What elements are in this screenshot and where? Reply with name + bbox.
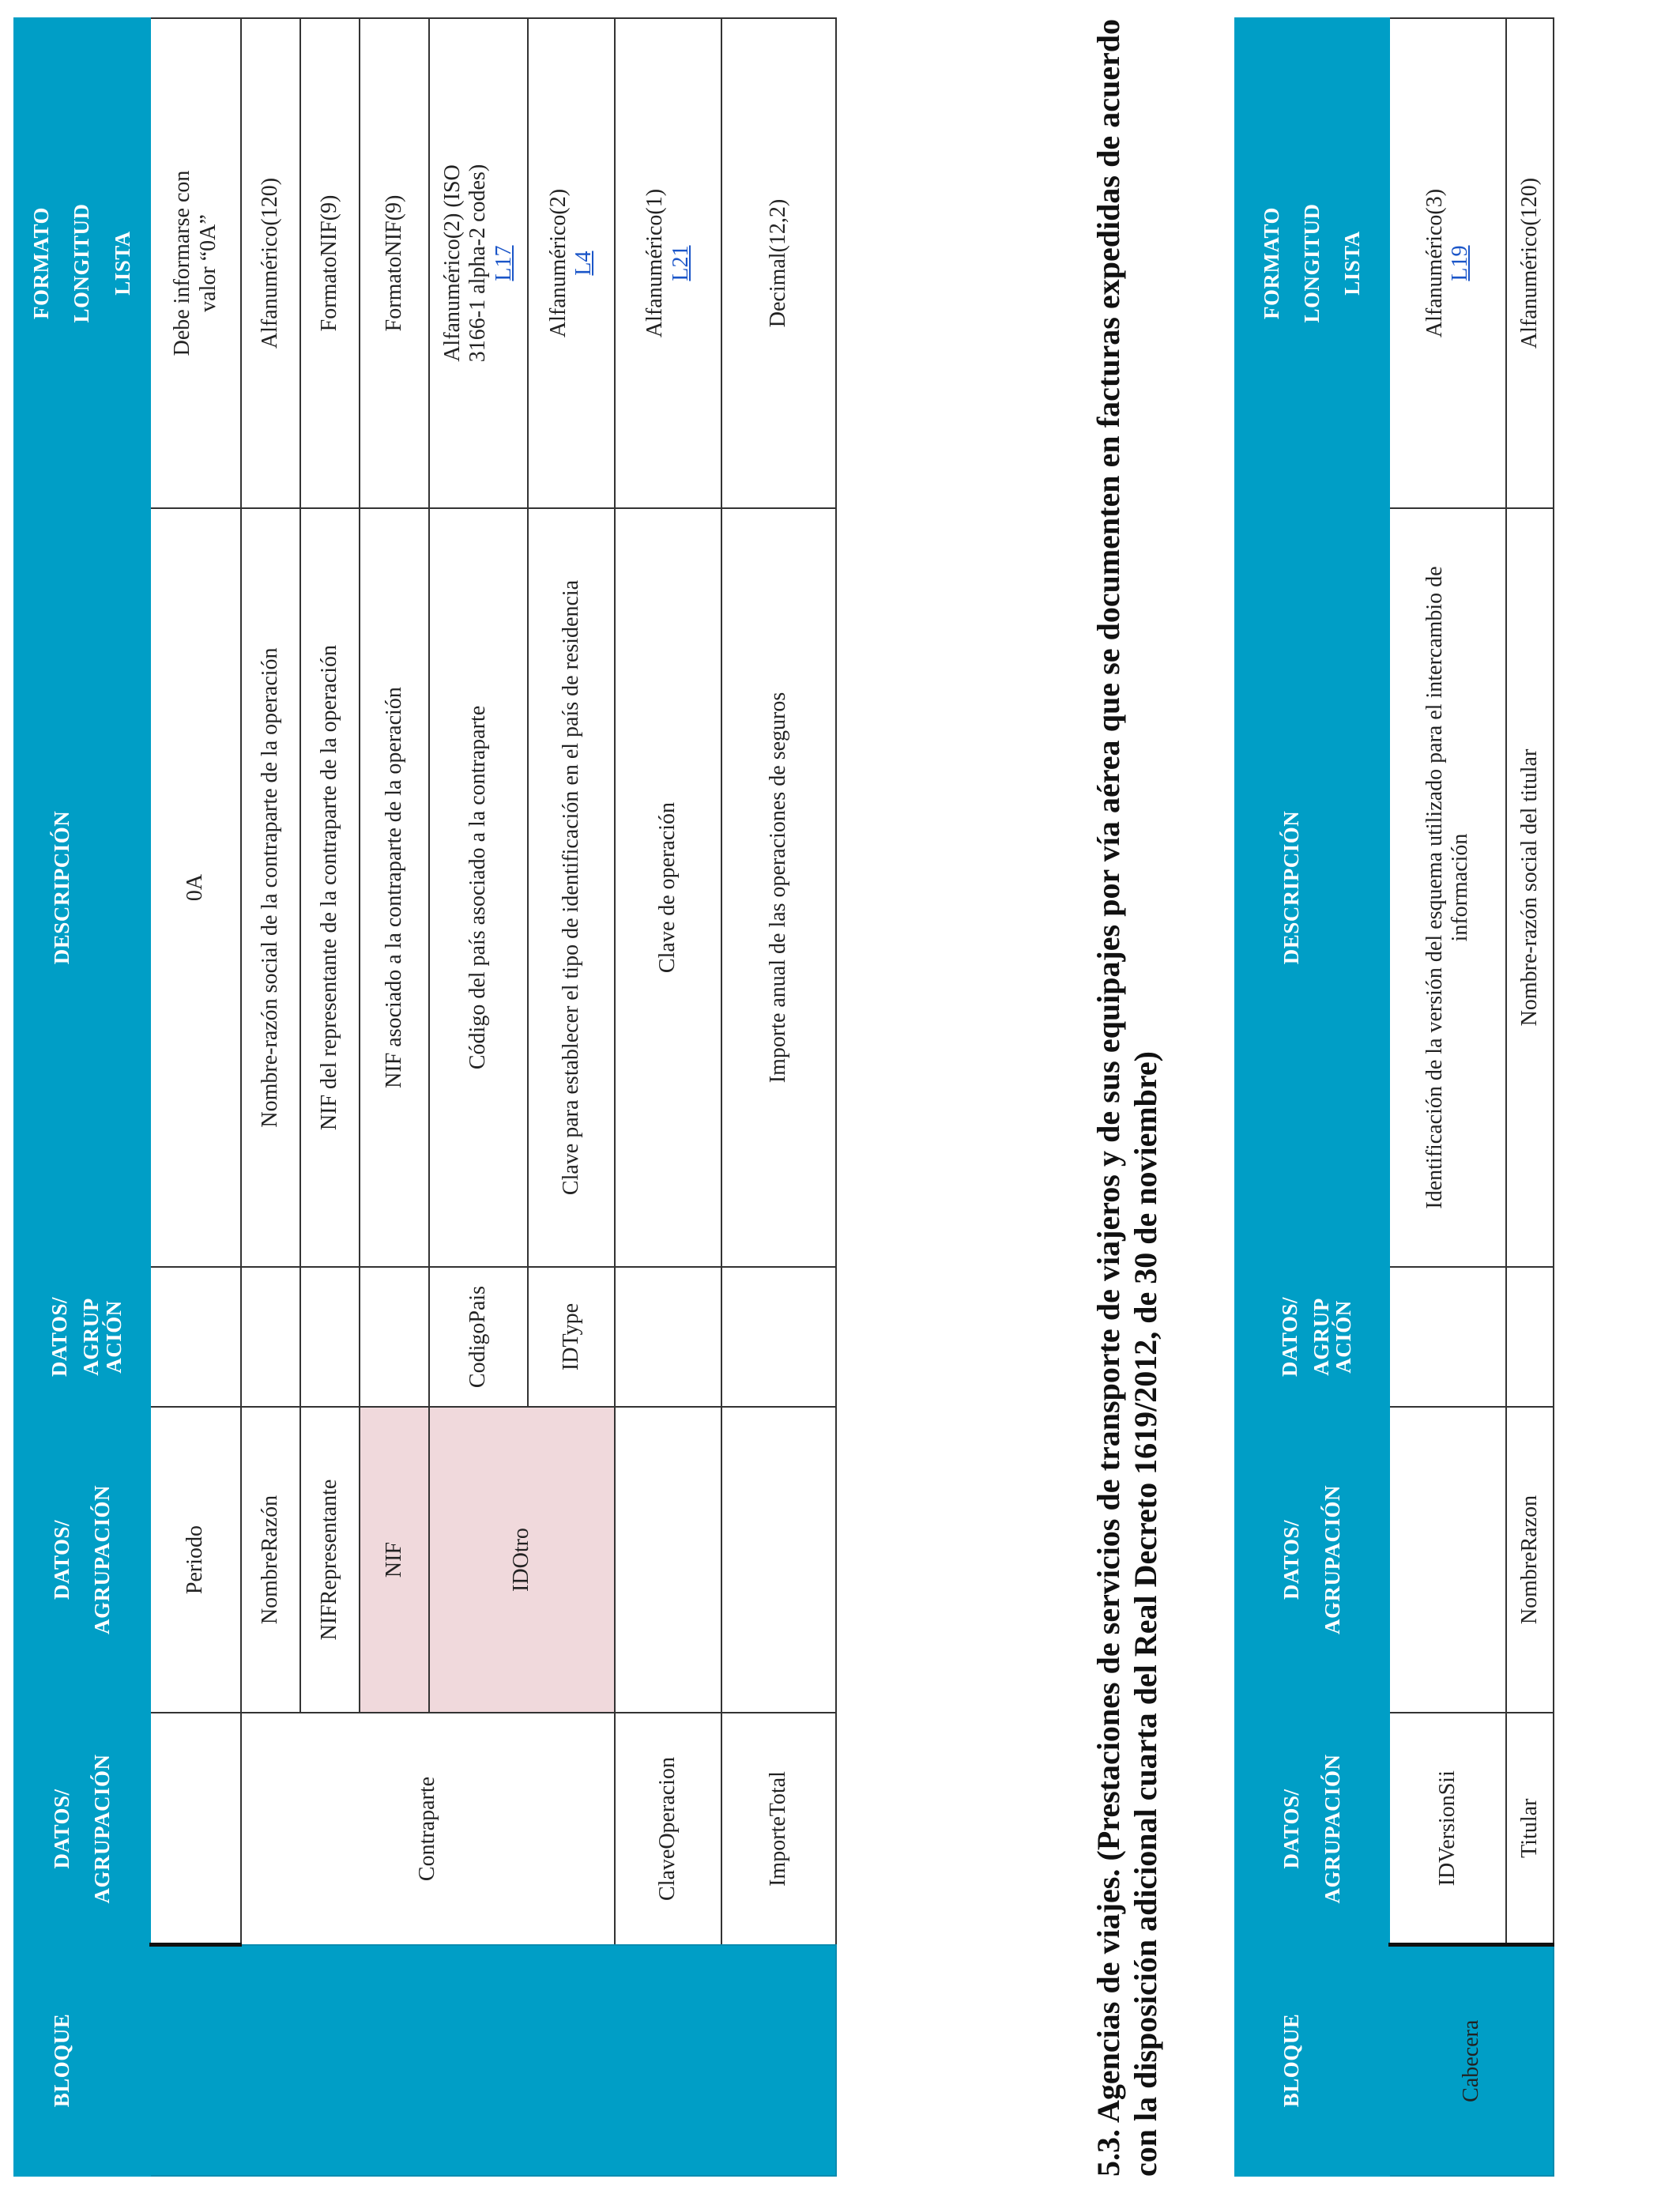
header-bloque: BLOQUE [14, 1945, 150, 2176]
bloque-cabecera: Cabecera [1389, 1945, 1554, 2176]
header-formato: FORMATO LONGITUD LISTA [1235, 18, 1389, 508]
table-header-row [1235, 18, 1389, 2176]
header-datos-agrupacion-2: DATOS/ AGRUPACIÓN [1235, 1407, 1389, 1713]
table-row [150, 18, 241, 2176]
header-formato: FORMATO LONGITUD LISTA [14, 18, 150, 508]
desc-nif-representante: NIF del representante de la contraparte de la operación [300, 508, 360, 1267]
format-nombre-razon: Alfanumérico(120) [241, 18, 300, 508]
format-importe-total: Decimal(12,2) [721, 18, 836, 508]
field-nombre-razon-titular: NombreRazon [1506, 1407, 1554, 1713]
table-row [721, 18, 836, 2176]
field-clave-operacion: ClaveOperacion [615, 1713, 721, 1945]
field-contraparte: Contraparte [241, 1713, 615, 1945]
desc-idtype: Clave para establecer el tipo de identificación en el país de residencia [528, 508, 615, 1267]
format-periodo: Debe informarse con valor “0A” [150, 18, 241, 508]
header-datos-agrup: DATOS/ AGRUP ACIÓN [1235, 1267, 1389, 1407]
data-table-1 [13, 17, 837, 2177]
table-row [615, 18, 721, 2176]
header-datos-agrup: DATOS/ AGRUP ACIÓN [14, 1267, 150, 1407]
empty-cell [150, 1713, 241, 1945]
empty-cell [1506, 1267, 1554, 1407]
empty-cell [721, 1407, 836, 1713]
header-bloque: BLOQUE [1235, 1945, 1389, 2176]
format-idversion: Alfanumérico(3) L19 [1389, 18, 1506, 508]
format-clave-operacion: Alfanumérico(1) L21 [615, 18, 721, 508]
header-descripcion: DESCRIPCIÓN [14, 508, 150, 1267]
format-nif: FormatoNIF(9) [360, 18, 429, 508]
format-codigo-pais: Alfanumérico(2) (ISO 3166-1 alpha-2 codes) L17 [429, 18, 528, 508]
link-l21[interactable]: L21 [668, 245, 693, 281]
field-titular: Titular [1506, 1713, 1554, 1945]
table-row [1389, 18, 1506, 2176]
table-row [1506, 18, 1554, 2176]
empty-cell [300, 1267, 360, 1407]
link-l17[interactable]: L17 [491, 245, 516, 281]
header-descripcion: DESCRIPCIÓN [1235, 508, 1389, 1267]
field-importe-total: ImporteTotal [721, 1713, 836, 1945]
format-nif-representante: FormatoNIF(9) [300, 18, 360, 508]
empty-cell [615, 1267, 721, 1407]
field-nif: NIF [360, 1407, 429, 1713]
field-codigo-pais: CodigoPais [429, 1267, 528, 1407]
field-idtype: IDType [528, 1267, 615, 1407]
desc-nif: NIF asociado a la contraparte de la operación [360, 508, 429, 1267]
data-table-2 [1234, 17, 1554, 2177]
link-l4[interactable]: L4 [571, 251, 596, 276]
field-idversion: IDVersionSii [1389, 1713, 1506, 1945]
format-idtype: Alfanumérico(2) L4 [528, 18, 615, 508]
desc-idversion: Identificación de la versión del esquema utilizado para el intercambio de información [1389, 508, 1506, 1267]
bloque-cell [150, 1945, 836, 2176]
desc-importe-total: Importe anual de las operaciones de seguros [721, 508, 836, 1267]
empty-cell [150, 1267, 241, 1407]
empty-cell [360, 1267, 429, 1407]
field-idotro: IDOtro [429, 1407, 615, 1713]
desc-clave-operacion: Clave de operación [615, 508, 721, 1267]
empty-cell [721, 1267, 836, 1407]
desc-periodo: 0A [150, 508, 241, 1267]
header-datos-agrupacion: DATOS/ AGRUPACIÓN [14, 1713, 150, 1945]
format-titular: Alfanumérico(120) [1506, 18, 1554, 508]
desc-codigo-pais: Código del país asociado a la contraparte [429, 508, 528, 1267]
desc-nombre-razon: Nombre-razón social de la contraparte de la operación [241, 508, 300, 1267]
empty-cell [1389, 1407, 1506, 1713]
header-datos-agrupacion: DATOS/ AGRUPACIÓN [1235, 1713, 1389, 1945]
header-datos-agrupacion-2: DATOS/ AGRUPACIÓN [14, 1407, 150, 1713]
field-nombre-razon: NombreRazón [241, 1407, 300, 1713]
empty-cell [241, 1267, 300, 1407]
desc-titular: Nombre-razón social del titular [1506, 508, 1554, 1267]
field-nif-representante: NIFRepresentante [300, 1407, 360, 1713]
empty-cell [1389, 1267, 1506, 1407]
table-header-row [14, 18, 150, 2176]
link-l19[interactable]: L19 [1448, 245, 1472, 281]
field-periodo: Periodo [150, 1407, 241, 1713]
empty-cell [615, 1407, 721, 1713]
section-heading: 5.3. Agencias de viajes. (Prestaciones de servicios de transporte de viajeros y de sus equipajes por vía aérea que se documenten en facturas expedidas de acuerdo con la disposición adicional cuarta del Real Decreto 1619/2012, de 30 de noviembre) [1090, 19, 1163, 2177]
table-row [241, 18, 300, 2176]
